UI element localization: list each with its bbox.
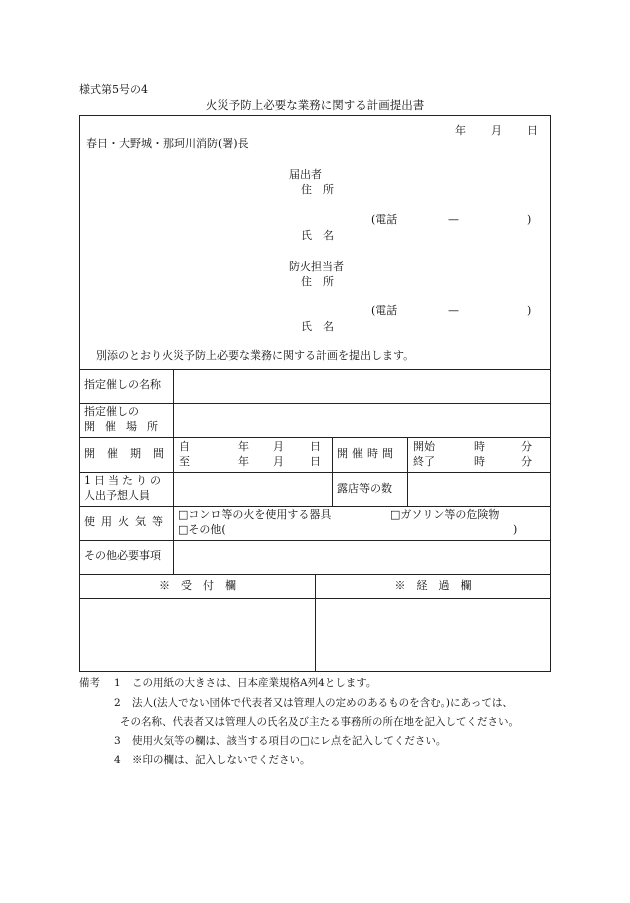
fire-manager-label: 防火担当者 <box>289 260 344 273</box>
stalls-label: 露店等の数 <box>337 482 392 495</box>
rule <box>80 540 550 541</box>
applicant-phone-open: (電話 <box>371 213 398 226</box>
event-name-label: 指定催しの名称 <box>84 378 161 391</box>
note-text: ※印の欄は、記入しないでください。 <box>132 754 311 766</box>
time-end: 終了 <box>413 455 435 468</box>
fire-option-other-close: ) <box>513 523 518 536</box>
time-start-minute: 分 <box>521 440 532 453</box>
note-text: 法人(法人でない団体で代表者又は管理人の定めのあるものを含む。)にあっては、 <box>132 697 513 709</box>
notes-heading: 備考 <box>79 677 100 689</box>
application-form <box>79 115 551 672</box>
date-month-label: 月 <box>491 124 502 137</box>
rule <box>80 369 550 370</box>
time-end-hour: 時 <box>474 455 485 468</box>
rule <box>80 437 550 438</box>
rule <box>407 437 408 506</box>
note-number: 1 <box>114 677 121 689</box>
fire-usage-label: 使用火気等 <box>84 515 169 528</box>
reception-header: ※ 受 付 欄 <box>159 579 236 592</box>
time-label: 開催時間 <box>337 447 397 460</box>
note-number: 3 <box>114 735 121 747</box>
applicant-phone-close: ) <box>527 213 532 226</box>
applicant-phone-dash: — <box>448 213 459 226</box>
submission-statement: 別添のとおり火災予防上必要な業務に関する計画を提出します。 <box>96 349 415 362</box>
rule <box>332 437 333 506</box>
venue-label-line2: 開催場所 <box>84 420 168 433</box>
period-to: 至 <box>179 455 190 468</box>
period-to-month: 月 <box>273 455 284 468</box>
period-from-month: 月 <box>273 440 284 453</box>
note-text: 使用火気等の欄は、該当する項目の□にレ点を記入してください。 <box>132 735 447 747</box>
applicant-name-label: 氏 名 <box>301 229 334 242</box>
note-number: 2 <box>114 697 121 709</box>
date-year-label: 年 <box>455 124 466 137</box>
period-from-day: 日 <box>310 440 321 453</box>
time-end-minute: 分 <box>521 455 532 468</box>
applicant-label: 届出者 <box>289 168 322 181</box>
fire-manager-address-label: 住 所 <box>301 275 334 288</box>
period-to-day: 日 <box>310 455 321 468</box>
fire-manager-name-label: 氏 名 <box>301 320 334 333</box>
note-number: 4 <box>114 754 121 766</box>
period-from-year: 年 <box>238 440 249 453</box>
fire-manager-phone-close: ) <box>527 304 532 317</box>
page-title: 火災予防上必要な業務に関する計画提出書 <box>205 98 425 112</box>
attendance-label-line1: 1日当たりの <box>84 474 164 487</box>
note-text: この用紙の大きさは、日本産業規格A列4とします。 <box>132 677 377 689</box>
rule <box>80 506 550 507</box>
time-start: 開始 <box>413 440 435 453</box>
time-start-hour: 時 <box>474 440 485 453</box>
note-text: その名称、代表者又は管理人の氏名及び主たる事務所の所在地を記入してください。 <box>120 716 519 728</box>
applicant-address-label: 住 所 <box>301 183 334 196</box>
fire-manager-phone-open: (電話 <box>371 304 398 317</box>
fire-option-other[interactable]: □その他( <box>178 523 226 536</box>
form-code: 様式第5号の4 <box>79 83 148 96</box>
addressee: 春日・大野城・那珂川消防(署)長 <box>86 137 249 150</box>
fire-manager-phone-dash: — <box>448 304 459 317</box>
rule <box>173 369 174 574</box>
date-day-label: 日 <box>527 124 538 137</box>
venue-label-line1: 指定催しの <box>84 405 139 418</box>
other-info-label: その他必要事項 <box>84 549 161 562</box>
period-from: 自 <box>179 440 190 453</box>
period-label: 開催期間 <box>84 447 176 460</box>
progress-header: ※ 経 過 欄 <box>394 579 472 592</box>
fire-option-stove[interactable]: □コンロ等の火を使用する器具 <box>178 508 332 521</box>
period-to-year: 年 <box>238 455 249 468</box>
fire-option-gasoline[interactable]: □ガソリン等の危険物 <box>390 508 500 521</box>
attendance-label-line2: 人出予想人員 <box>84 489 150 502</box>
rule <box>80 403 550 404</box>
rule <box>80 472 550 473</box>
